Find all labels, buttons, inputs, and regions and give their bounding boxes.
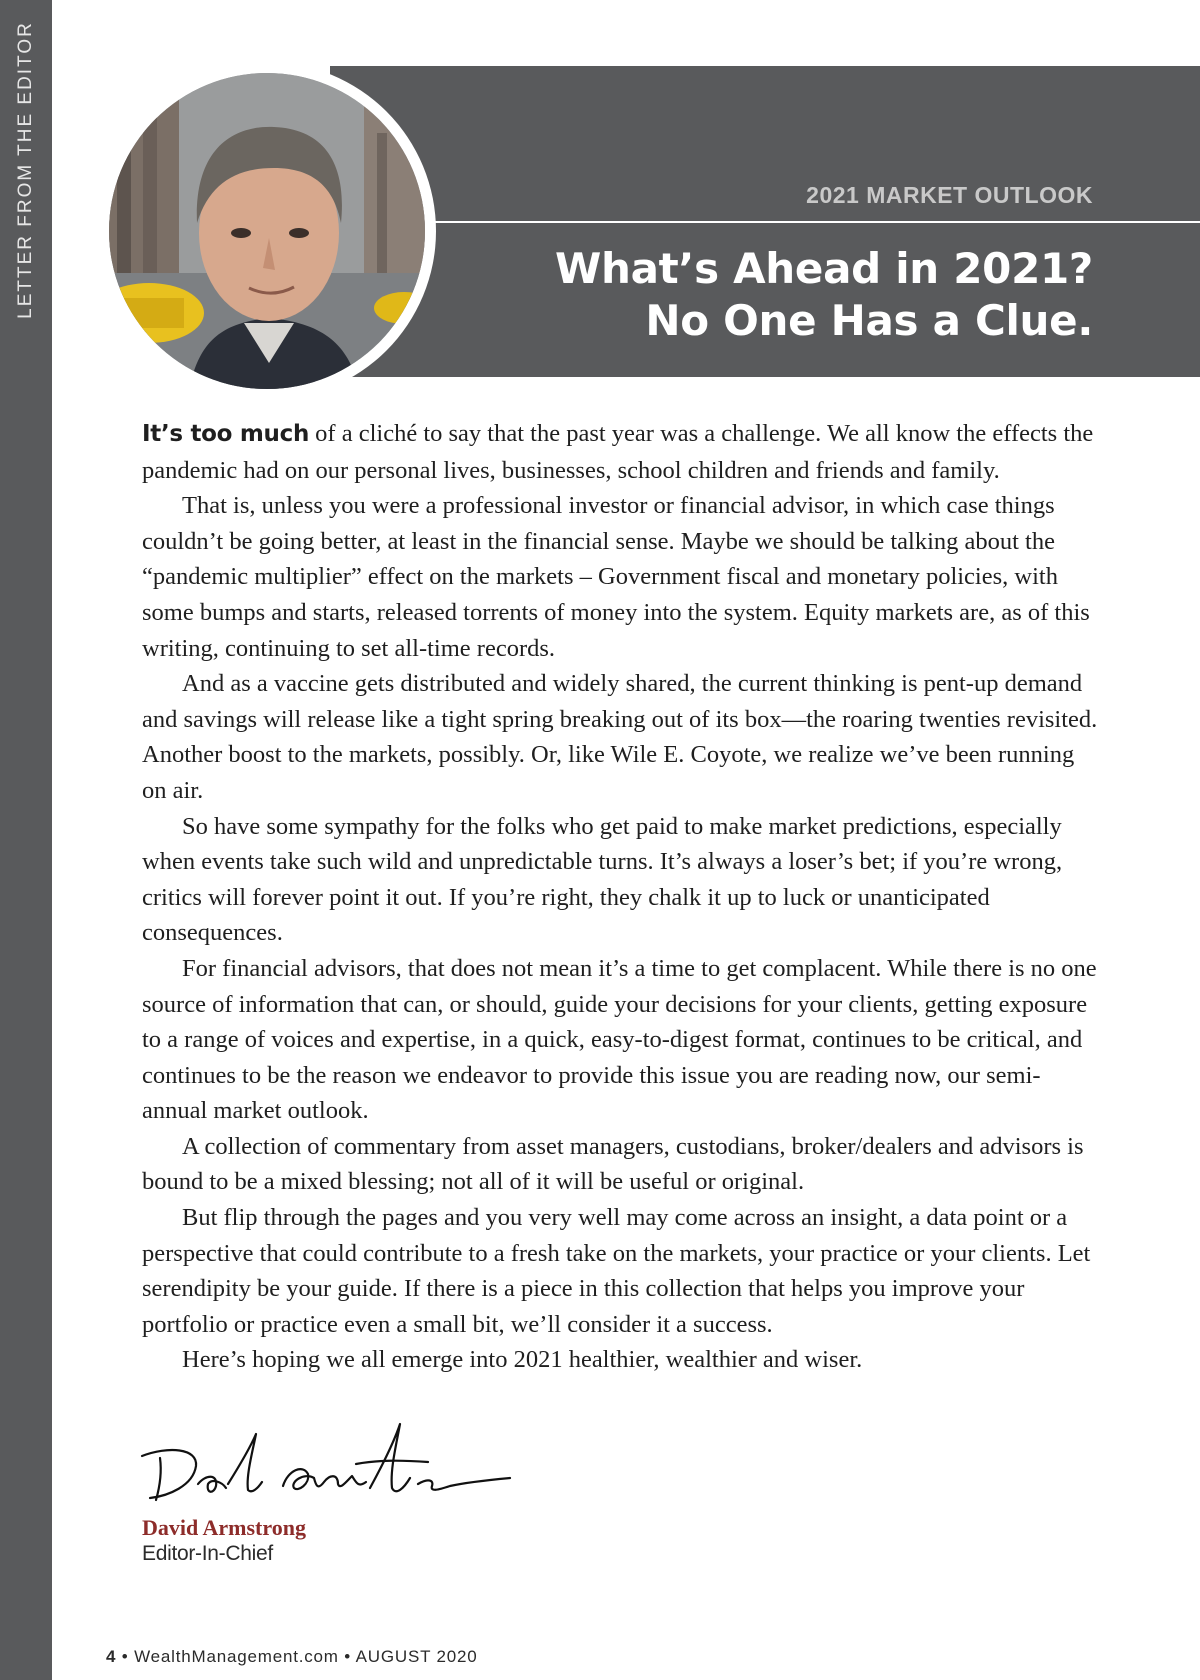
article-paragraph: And as a vaccine gets distributed and widely shared, the current thinking is pent-up demand and savings will release like a tight spring breaking out of its box—the roaring twenties revisited. Another boost to the markets, possibly. Or, like Wile E. Coyote, we realize we’ve been running on air. <box>142 670 1098 804</box>
page-title <box>555 243 1093 347</box>
footer-site: WealthManagement.com <box>134 1647 339 1666</box>
footer-separator: • <box>344 1647 352 1666</box>
article-paragraph: But flip through the pages and you very well may come across an insight, a data point or a perspective that could contribute to a fresh take on the markets, your practice or your clients. Let serendipity be your guide. If there is a piece in this collection that helps you improve your portfolio or practice even a small bit, we’ll consider it a success. <box>142 1204 1091 1338</box>
article-body <box>142 416 1102 1378</box>
footer-issue: AUGUST 2020 <box>355 1647 478 1666</box>
article-paragraph: For financial advisors, that does not mean it’s a time to get complacent. While there is no one source of information that can, or should, guide your decisions for your clients, getting exposure to a range of voices and expertise, in a quick, easy-to-digest format, continues to be critical, and continues to be the reason we endeavor to provide this issue you are reading now, our semi-annual market outlook. <box>142 954 1097 1125</box>
article-paragraph: That is, unless you were a professional investor or financial advisor, in which case things couldn’t be going better, at least in the financial sense. Maybe we should be talking about the “pandemic multiplier” effect on the markets – Government fiscal and monetary policies, with some bumps and starts, released torrents of money into the system. Equity markets are, as of this writing, continuing to set all-time records. <box>142 492 1090 662</box>
kicker: 2021 MARKET OUTLOOK <box>806 182 1093 208</box>
handwritten-signature <box>138 1418 528 1508</box>
editor-portrait <box>109 73 425 389</box>
section-label: LETTER FROM THE EDITOR <box>15 21 36 319</box>
article-paragraph <box>142 416 1102 488</box>
editor-title: Editor-In-Chief <box>142 1542 273 1565</box>
page-footer <box>106 1647 478 1667</box>
article-paragraph: A collection of commentary from asset managers, custodians, broker/dealers and advisors is bound to be a mixed blessing; not all of it will be useful or original. <box>142 1132 1084 1196</box>
article-paragraph: Here’s hoping we all emerge into 2021 healthier, wealthier and wiser. <box>182 1346 863 1374</box>
headline-line-1: What’s Ahead in 2021? <box>554 244 1093 293</box>
article-paragraph: So have some sympathy for the folks who get paid to make market predictions, especially when events take such wild and unpredictable turns. It’s always a loser’s bet; if you’re wrong, critics will forever point it out. If you’re right, they chalk it up to luck or unanticipated consequences. <box>142 812 1063 947</box>
page-number: 4 <box>106 1647 117 1666</box>
paragraph-text: of a cliché to say that the past year was a challenge. We all know the effects the pandemic had on our personal lives, businesses, school children and friends and family. <box>142 420 1094 484</box>
footer-separator: • <box>121 1647 129 1666</box>
headline-line-2: No One Has a Clue. <box>645 296 1093 345</box>
side-bar <box>0 0 52 1680</box>
editor-name: David Armstrong <box>142 1515 306 1540</box>
portrait-image <box>109 73 425 389</box>
header-divider <box>420 221 1200 223</box>
lead-in: It’s too much <box>142 421 310 447</box>
